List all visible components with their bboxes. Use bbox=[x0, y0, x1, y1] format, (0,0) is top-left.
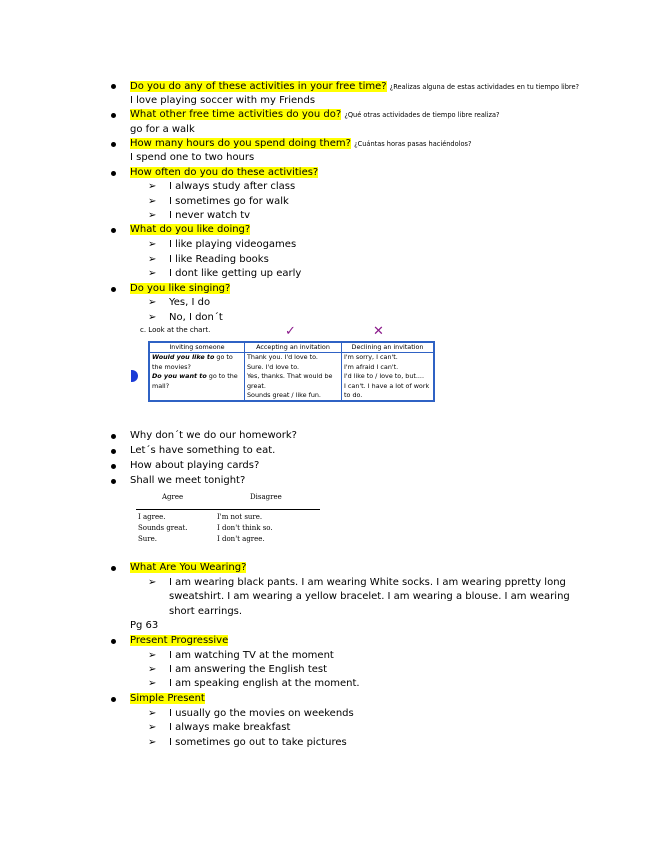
inviting-rest-1: go to the movies? bbox=[152, 353, 233, 371]
question-5-text: What do you like doing? bbox=[130, 224, 251, 235]
question-2-text: What other free time activities do you do? bbox=[130, 109, 342, 120]
question-3 bbox=[130, 137, 471, 151]
chart-header-accepting: Accepting an invitation bbox=[245, 342, 342, 353]
disagree-item: I don't think so. bbox=[217, 524, 273, 532]
agree-header: Agree bbox=[162, 493, 184, 501]
accepting-line: Sure. I'd love to. bbox=[247, 362, 300, 371]
arrow-bullet-icon: ➢ bbox=[148, 210, 157, 221]
bullet bbox=[111, 449, 116, 454]
arrow-bullet-icon: ➢ bbox=[148, 196, 157, 207]
agree-table-rule bbox=[136, 509, 320, 510]
bullet bbox=[111, 287, 116, 292]
arrow-bullet-icon: ➢ bbox=[148, 239, 157, 250]
present-progressive-heading-text: Present Progressive bbox=[130, 635, 229, 646]
question-2-translation: ¿Qué otras actividades de tiempo libre realiza? bbox=[344, 111, 500, 119]
disagree-item: I don't agree. bbox=[217, 535, 265, 543]
accepting-line: Sounds great / like fun. bbox=[247, 391, 321, 400]
declining-line: I'd like to / love to, but.... bbox=[344, 372, 424, 381]
answer-6-1: Yes, I do bbox=[169, 297, 211, 308]
arrow-bullet-icon: ➢ bbox=[148, 181, 157, 192]
question-4-text: How often do you do these activities? bbox=[130, 167, 319, 178]
answer-6-2: No, I don´t bbox=[169, 312, 223, 323]
bullet bbox=[111, 434, 116, 439]
chart-declining-cell bbox=[342, 353, 435, 402]
accepting-line: Thank you. I'd love to. bbox=[247, 353, 318, 362]
arrow-bullet-icon: ➢ bbox=[148, 312, 157, 323]
simple-present-heading-text: Simple Present bbox=[130, 693, 205, 704]
question-1-text: Do you do any of these activities in your free time? bbox=[130, 81, 387, 92]
wearing-line: short earrings. bbox=[169, 606, 243, 617]
chart-label: c. Look at the chart. bbox=[140, 326, 211, 334]
invitation-chart bbox=[148, 341, 435, 402]
arrow-bullet-icon: ➢ bbox=[148, 297, 157, 308]
agree-item: Sure. bbox=[138, 535, 158, 543]
answer-4-3: I never watch tv bbox=[169, 210, 251, 221]
question-3-text: How many hours do you spend doing them? bbox=[130, 138, 351, 149]
wearing-heading-text: What Are You Wearing? bbox=[130, 562, 247, 573]
check-icon: ✓ bbox=[285, 324, 296, 339]
present-progressive-heading bbox=[130, 634, 228, 647]
present-progressive-item: I am watching TV at the moment bbox=[169, 650, 334, 661]
simple-present-item: I sometimes go out to take pictures bbox=[169, 737, 347, 748]
present-progressive-item: I am speaking english at the moment. bbox=[169, 678, 360, 689]
suggestion-1: Why don´t we do our homework? bbox=[130, 430, 297, 441]
question-3-translation: ¿Cuántas horas pasas haciéndolos? bbox=[354, 140, 472, 148]
arrow-bullet-icon: ➢ bbox=[148, 577, 157, 588]
suggestion-2: Let´s have something to eat. bbox=[130, 445, 276, 456]
simple-present-item: I usually go the movies on weekends bbox=[169, 708, 354, 719]
declining-line: I'm afraid I can't. bbox=[344, 362, 399, 371]
blue-marker-icon bbox=[131, 370, 138, 382]
page-reference: Pg 63 bbox=[130, 620, 159, 631]
bullet bbox=[111, 639, 116, 644]
answer-5-1: I like playing videogames bbox=[169, 239, 297, 250]
suggestion-4: Shall we meet tonight? bbox=[130, 475, 246, 486]
answer-5-3: I dont like getting up early bbox=[169, 268, 302, 279]
arrow-bullet-icon: ➢ bbox=[148, 737, 157, 748]
question-6 bbox=[130, 282, 230, 295]
disagree-item: I'm not sure. bbox=[217, 513, 263, 521]
arrow-bullet-icon: ➢ bbox=[148, 708, 157, 719]
simple-present-item: I always make breakfast bbox=[169, 722, 291, 733]
answer-2: go for a walk bbox=[130, 124, 195, 135]
chart-body-row bbox=[149, 353, 434, 402]
suggestion-3: How about playing cards? bbox=[130, 460, 260, 471]
arrow-bullet-icon: ➢ bbox=[148, 650, 157, 661]
arrow-bullet-icon: ➢ bbox=[148, 664, 157, 675]
bullet bbox=[111, 113, 116, 118]
chart-inviting-cell bbox=[149, 353, 245, 402]
declining-line: I'm sorry, I can't. bbox=[344, 353, 398, 362]
present-progressive-item: I am answering the English test bbox=[169, 664, 328, 675]
arrow-bullet-icon: ➢ bbox=[148, 254, 157, 265]
inviting-phrase-2: Do you want to bbox=[152, 372, 207, 381]
bullet bbox=[111, 142, 116, 147]
accepting-line: Yes, thanks. That would be great. bbox=[247, 372, 333, 390]
bullet bbox=[111, 566, 116, 571]
arrow-bullet-icon: ➢ bbox=[148, 268, 157, 279]
question-1 bbox=[130, 80, 579, 94]
bullet bbox=[111, 171, 116, 176]
inviting-rest-2: go to the mall? bbox=[152, 372, 238, 390]
bullet bbox=[111, 228, 116, 233]
bullet bbox=[111, 464, 116, 469]
arrow-bullet-icon: ➢ bbox=[148, 722, 157, 733]
cross-icon: ✕ bbox=[373, 324, 384, 339]
chart-header-row bbox=[149, 342, 434, 353]
answer-1: I love playing soccer with my Friends bbox=[130, 95, 316, 106]
agree-item: Sounds great. bbox=[138, 524, 188, 532]
wearing-heading bbox=[130, 561, 246, 574]
chart-header-declining: Declining an invitation bbox=[342, 342, 435, 353]
answer-4-2: I sometimes go for walk bbox=[169, 196, 289, 207]
answer-4-1: I always study after class bbox=[169, 181, 296, 192]
declining-line: I can't. I have a lot of work to do. bbox=[344, 381, 430, 400]
disagree-header: Disagree bbox=[250, 493, 282, 501]
question-5 bbox=[130, 223, 250, 236]
question-1-translation: ¿Realizas alguna de estas actividades en tu tiempo libre? bbox=[389, 83, 580, 91]
arrow-bullet-icon: ➢ bbox=[148, 678, 157, 689]
chart-header-inviting: Inviting someone bbox=[149, 342, 245, 353]
question-4 bbox=[130, 166, 318, 179]
inviting-phrase-1: Would you like to bbox=[152, 353, 215, 362]
bullet bbox=[111, 479, 116, 484]
chart-accepting-cell bbox=[245, 353, 342, 402]
simple-present-heading bbox=[130, 692, 205, 705]
answer-5-2: I like Reading books bbox=[169, 254, 269, 265]
agree-item: I agree. bbox=[138, 513, 166, 521]
answer-3: I spend one to two hours bbox=[130, 152, 255, 163]
bullet bbox=[111, 697, 116, 702]
wearing-line: I am wearing black pants. I am wearing White socks. I am wearing ppretty long bbox=[169, 577, 566, 588]
question-6-text: Do you like singing? bbox=[130, 283, 231, 294]
bullet bbox=[111, 84, 116, 89]
wearing-line: sweatshirt. I am wearing a yellow bracelet. I am wearing a blouse. I am wearing bbox=[169, 591, 570, 602]
question-2 bbox=[130, 108, 500, 122]
